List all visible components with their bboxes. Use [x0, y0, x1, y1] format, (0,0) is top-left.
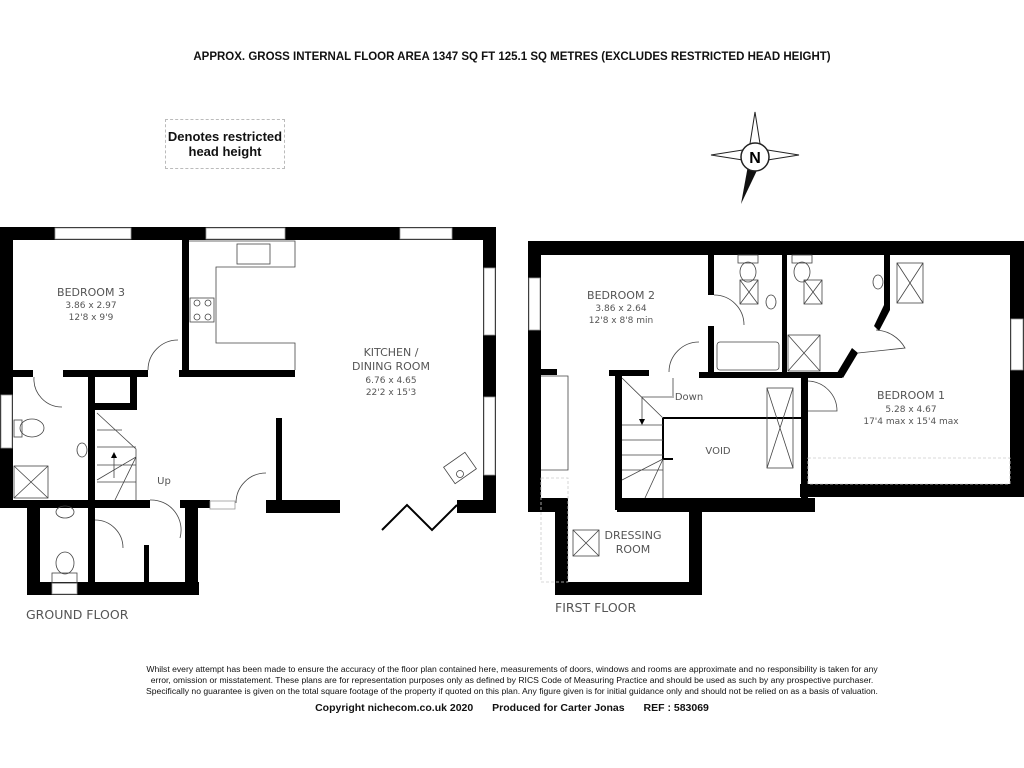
- compass-north-label: N: [749, 150, 761, 167]
- ground-floor-plan: [0, 227, 496, 622]
- kitchen-imperial: 22'2 x 15'3: [365, 388, 417, 398]
- first-floor-plan: [528, 241, 1024, 615]
- kitchen-name-2: DINING ROOM: [352, 360, 430, 373]
- stairs-down-label: Down: [674, 392, 704, 403]
- compass-icon: [711, 112, 799, 204]
- legend-line-1: Denotes restricted: [167, 129, 283, 144]
- kitchen-metric: 6.76 x 4.65: [365, 376, 417, 386]
- copyright-text: Copyright nichecom.co.uk 2020: [315, 702, 474, 714]
- floor-area-title: APPROX. GROSS INTERNAL FLOOR AREA 1347 SQ FT 125.1 SQ METRES (EXCLUDES RESTRICTED HEAD HEIGHT): [193, 51, 831, 63]
- bedroom-2-name: BEDROOM 2: [587, 289, 655, 302]
- void-label: VOID: [705, 446, 731, 457]
- bedroom-1-imperial: 17'4 max x 15'4 max: [863, 417, 959, 427]
- bedroom-3-metric: 3.86 x 2.97: [65, 301, 117, 311]
- kitchen-name-1: KITCHEN /: [363, 346, 419, 359]
- stairs-up-label: Up: [157, 476, 171, 487]
- dressing-room-name-1: DRESSING: [604, 529, 662, 542]
- first-floor-label: FIRST FLOOR: [555, 600, 637, 615]
- bedroom-3-name: BEDROOM 3: [57, 286, 125, 299]
- bedroom-2-metric: 3.86 x 2.64: [595, 304, 647, 314]
- disclaimer-line: Specifically no guarantee is given on the total square footage of the property if quoted on this plan. Any figure given is for initial guidance only and should not be relied on as a basis of valuation.: [146, 686, 878, 696]
- bedroom-2-imperial: 12'8 x 8'8 min: [588, 316, 654, 326]
- copyright-line: [0, 702, 1024, 714]
- disclaimer-text: [60, 664, 964, 697]
- bedroom-1-name: BEDROOM 1: [877, 389, 945, 402]
- reference-number: REF : 583069: [643, 702, 709, 714]
- produced-for-text: Produced for Carter Jonas: [492, 702, 625, 714]
- dressing-room-name-2: ROOM: [615, 543, 651, 556]
- bedroom-1-metric: 5.28 x 4.67: [885, 405, 937, 415]
- ground-floor-label: GROUND FLOOR: [26, 607, 129, 622]
- legend-line-2: head height: [188, 144, 262, 159]
- disclaimer-line: error, omission or misstatement. These plans are for representation purposes only as defined by RICS Code of Measuring Practice and should be used as such by any prospective purchaser.: [150, 675, 874, 685]
- disclaimer-line: Whilst every attempt has been made to ensure the accuracy of the floor plan contained here, measurements of doors, windows and rooms are approximate and no responsibility is taken for any: [146, 664, 878, 674]
- bedroom-3-imperial: 12'8 x 9'9: [68, 313, 114, 323]
